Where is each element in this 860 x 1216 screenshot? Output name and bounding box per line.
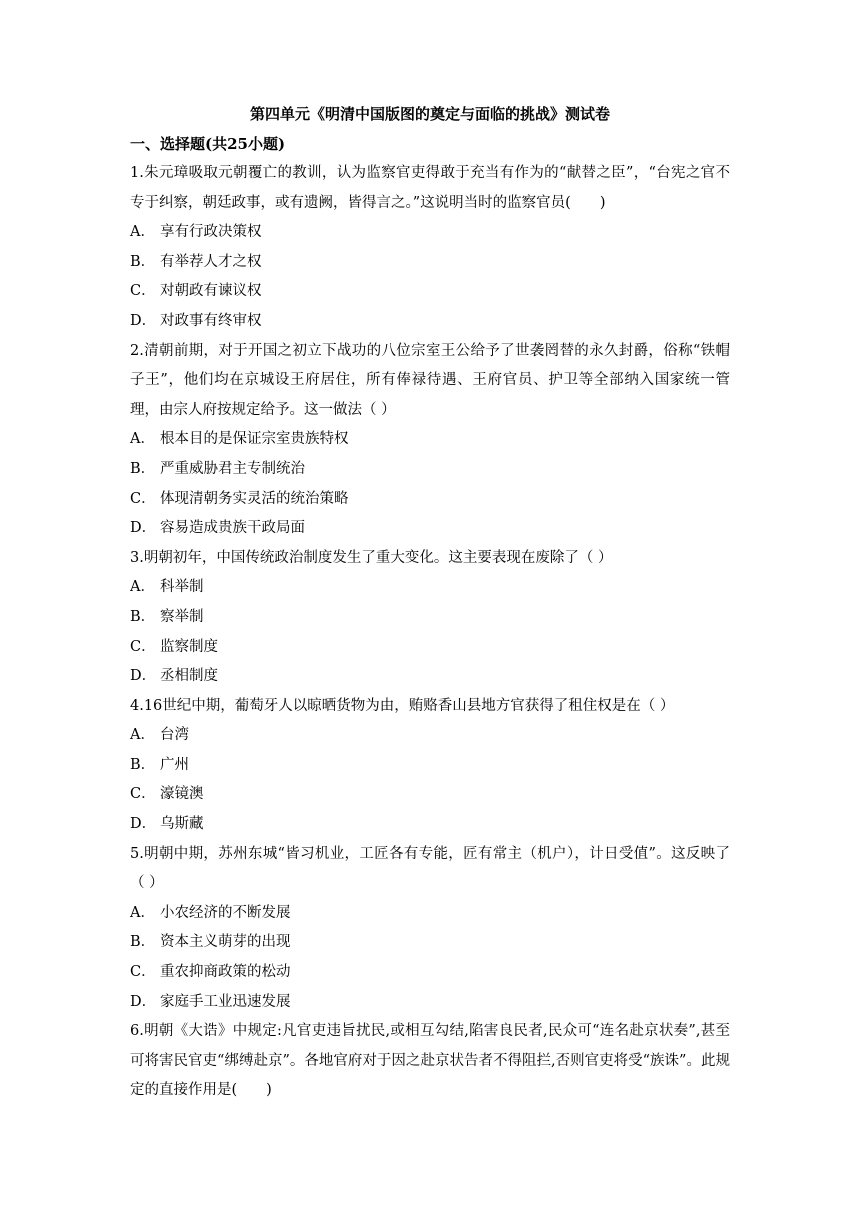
option-letter: C． [130,964,156,981]
option-text: 容易造成贵族干政局面 [160,520,305,537]
option-text: 重农抑商政策的松动 [160,964,291,981]
option-b [130,455,730,485]
option-letter: A． [130,579,155,596]
question-3 [130,544,730,692]
question-stem: 1.朱元璋吸取元朝覆亡的教训，认为监察官吏得敢于充当有作为的“献替之臣”，“台宪之官不专于纠察，朝廷政事，或有遗阙，皆得言之。”这说明当时的监察官员( ) [130,165,730,211]
option-letter: D． [130,816,157,833]
option-text: 对政事有终审权 [160,312,262,329]
page-title: 第四单元《明清中国版图的奠定与面临的挑战》测试卷 [249,105,610,123]
option-d [130,514,730,544]
option-letter: A． [130,727,155,744]
option-text: 严重威胁君主专制统治 [160,460,305,477]
option-letter: B． [130,756,156,773]
question-stem: 3.明朝初年，中国传统政治制度发生了重大变化。这主要表现在废除了（ ） [130,549,613,566]
option-text: 小农经济的不断发展 [160,904,291,921]
option-text: 察举制 [160,608,204,625]
option-d [130,662,730,692]
question-6 [130,1017,730,1106]
option-list [130,573,730,691]
option-c [130,958,730,988]
option-b [130,751,730,781]
option-letter: B． [130,934,156,951]
option-list [130,425,730,543]
option-text: 丞相制度 [160,668,218,685]
option-b [130,928,730,958]
option-letter: D． [130,520,157,537]
option-b [130,248,730,278]
option-d [130,988,730,1018]
option-a [130,425,730,455]
question-stem: 2.清朝前期，对于开国之初立下战功的八位宗室王公给予了世袭罔替的永久封爵，俗称“铁帽子王”，他们均在京城设王府居住，所有俸禄待遇、王府官员、护卫等全部纳入国家统一管理，由宗人府按规定给予。这一做法（ ） [130,342,730,418]
option-letter: C． [130,283,156,300]
option-letter: A． [130,904,155,921]
option-text: 体现清朝务实灵活的统治策略 [160,490,349,507]
option-c [130,633,730,663]
option-list [130,899,730,1017]
question-stem: 5.明朝中期，苏州东城“皆习机业，工匠各有专能，匠有常主（机户），计日受值”。这反映了（ ） [130,845,730,892]
option-text: 科举制 [160,579,204,596]
question-4 [130,692,730,840]
option-text: 濠镜澳 [160,786,204,803]
option-text: 广州 [160,756,189,773]
option-text: 对朝政有谏议权 [160,283,262,300]
option-letter: C． [130,638,156,655]
option-letter: D． [130,312,157,329]
option-text: 根本目的是保证宗室贵族特权 [160,431,349,448]
option-text: 家庭手工业迅速发展 [160,993,291,1010]
option-d [130,810,730,840]
option-text: 乌斯藏 [160,816,204,833]
option-a [130,721,730,751]
option-list [130,218,730,336]
option-letter: C． [130,490,156,507]
question-5 [130,840,730,1018]
option-letter: B． [130,253,156,270]
option-letter: D． [130,668,157,685]
option-list [130,721,730,839]
question-list [130,159,730,1106]
option-text: 有举荐人才之权 [160,253,262,270]
option-letter: B． [130,608,156,625]
option-text: 监察制度 [160,638,218,655]
option-c [130,485,730,515]
option-a [130,218,730,248]
option-b [130,603,730,633]
option-text: 台湾 [160,727,189,744]
question-stem: 6.明朝《大诰》中规定:凡官吏违旨扰民,或相互勾结,陷害良民者,民众可“连名赴京状奏”,甚至可将害民官吏“绑缚赴京”。各地官府对于因之赴京状告者不得阻拦,否则官吏将受“族诛”。此规定的直接作用是( ) [130,1023,730,1099]
question-1 [130,159,730,337]
option-a [130,573,730,603]
option-letter: D． [130,993,157,1010]
option-letter: A． [130,431,155,448]
option-c [130,780,730,810]
option-letter: B． [130,460,156,477]
option-c [130,277,730,307]
section-heading: 一、选择题(共25小题) [130,135,286,153]
option-text: 资本主义萌芽的出现 [160,934,291,951]
option-d [130,307,730,337]
question-2 [130,337,730,544]
option-text: 享有行政决策权 [160,224,262,241]
option-letter: A． [130,224,155,241]
option-a [130,899,730,929]
question-stem: 4.16世纪中期，葡萄牙人以晾晒货物为由，贿赂香山县地方官获得了租住权是在（ ） [130,697,675,714]
option-letter: C． [130,786,156,803]
